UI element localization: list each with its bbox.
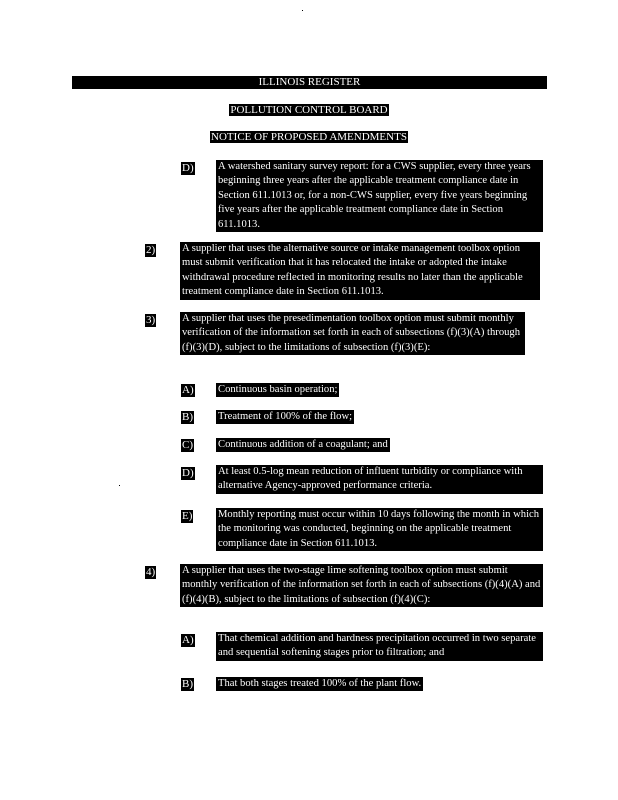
item-3a-text: Continuous basin operation; bbox=[216, 383, 339, 397]
item-4-label: 4) bbox=[146, 566, 156, 578]
register-title: ILLINOIS REGISTER bbox=[72, 76, 547, 88]
header-rule bbox=[72, 88, 547, 89]
item-4b-label: B) bbox=[182, 678, 193, 690]
item-3c-text: Continuous addition of a coagulant; and bbox=[216, 438, 390, 452]
item-3d-text: At least 0.5-log mean reduction of influent turbidity or compliance with alternative Agency-approved performance criteria. bbox=[216, 465, 543, 494]
board-heading bbox=[0, 104, 618, 117]
item-3b-text: Treatment of 100% of the flow; bbox=[216, 410, 354, 424]
item-3e-text: Monthly reporting must occur within 10 days following the month in which the monitoring was conducted, beginning on the applicable treatment compliance date in Section 611.1013. bbox=[216, 508, 543, 551]
item-2-label: 2) bbox=[146, 244, 156, 256]
item-3c-label: C) bbox=[182, 439, 193, 451]
item-3b-label: B) bbox=[182, 411, 193, 423]
item-d-label: D) bbox=[182, 162, 194, 174]
notice-heading-text: NOTICE OF PROPOSED AMENDMENTS bbox=[211, 131, 407, 143]
item-2-text: A supplier that uses the alternative source or intake management toolbox option must submit verification that it has relocated the intake or adopted the intake withdrawal procedure reflected in monitoring results no later than the applicable treatment compliance date in Section 611.1013. bbox=[180, 242, 540, 300]
item-3e-label: E) bbox=[182, 510, 193, 522]
item-3d-label: D) bbox=[182, 467, 194, 479]
item-3-text: A supplier that uses the presedimentation toolbox option must submit monthly verification of the information set forth in each of subsections (f)(3)(A) through (f)(3)(D), subject to the limitations of subsection (f)(3)(E): bbox=[180, 312, 525, 355]
item-4-text: A supplier that uses the two-stage lime softening toolbox option must submit monthly verification of the information set forth in each of subsections (f)(4)(A) and (f)(4)(B), subject to the limitations of subsection (f)(4)(C): bbox=[180, 564, 543, 607]
item-3a-label: A) bbox=[182, 384, 194, 396]
item-d-text: A watershed sanitary survey report: for a CWS supplier, every three years beginning three years after the applicable treatment compliance date in Section 611.1013 or, for a non-CWS supplier, every five years beginning five years after the applicable treatment compliance date in Section 611.1013. bbox=[216, 160, 543, 232]
scan-speck bbox=[302, 10, 303, 11]
board-heading-text: POLLUTION CONTROL BOARD bbox=[230, 104, 388, 116]
scan-speck bbox=[119, 485, 120, 486]
notice-heading bbox=[0, 131, 618, 144]
item-4b-text: That both stages treated 100% of the plant flow. bbox=[216, 677, 423, 691]
item-3-label: 3) bbox=[146, 314, 156, 326]
item-4a-label: A) bbox=[182, 634, 194, 646]
item-4a-text: That chemical addition and hardness precipitation occurred in two separate and sequential softening stages prior to filtration; and bbox=[216, 632, 543, 661]
